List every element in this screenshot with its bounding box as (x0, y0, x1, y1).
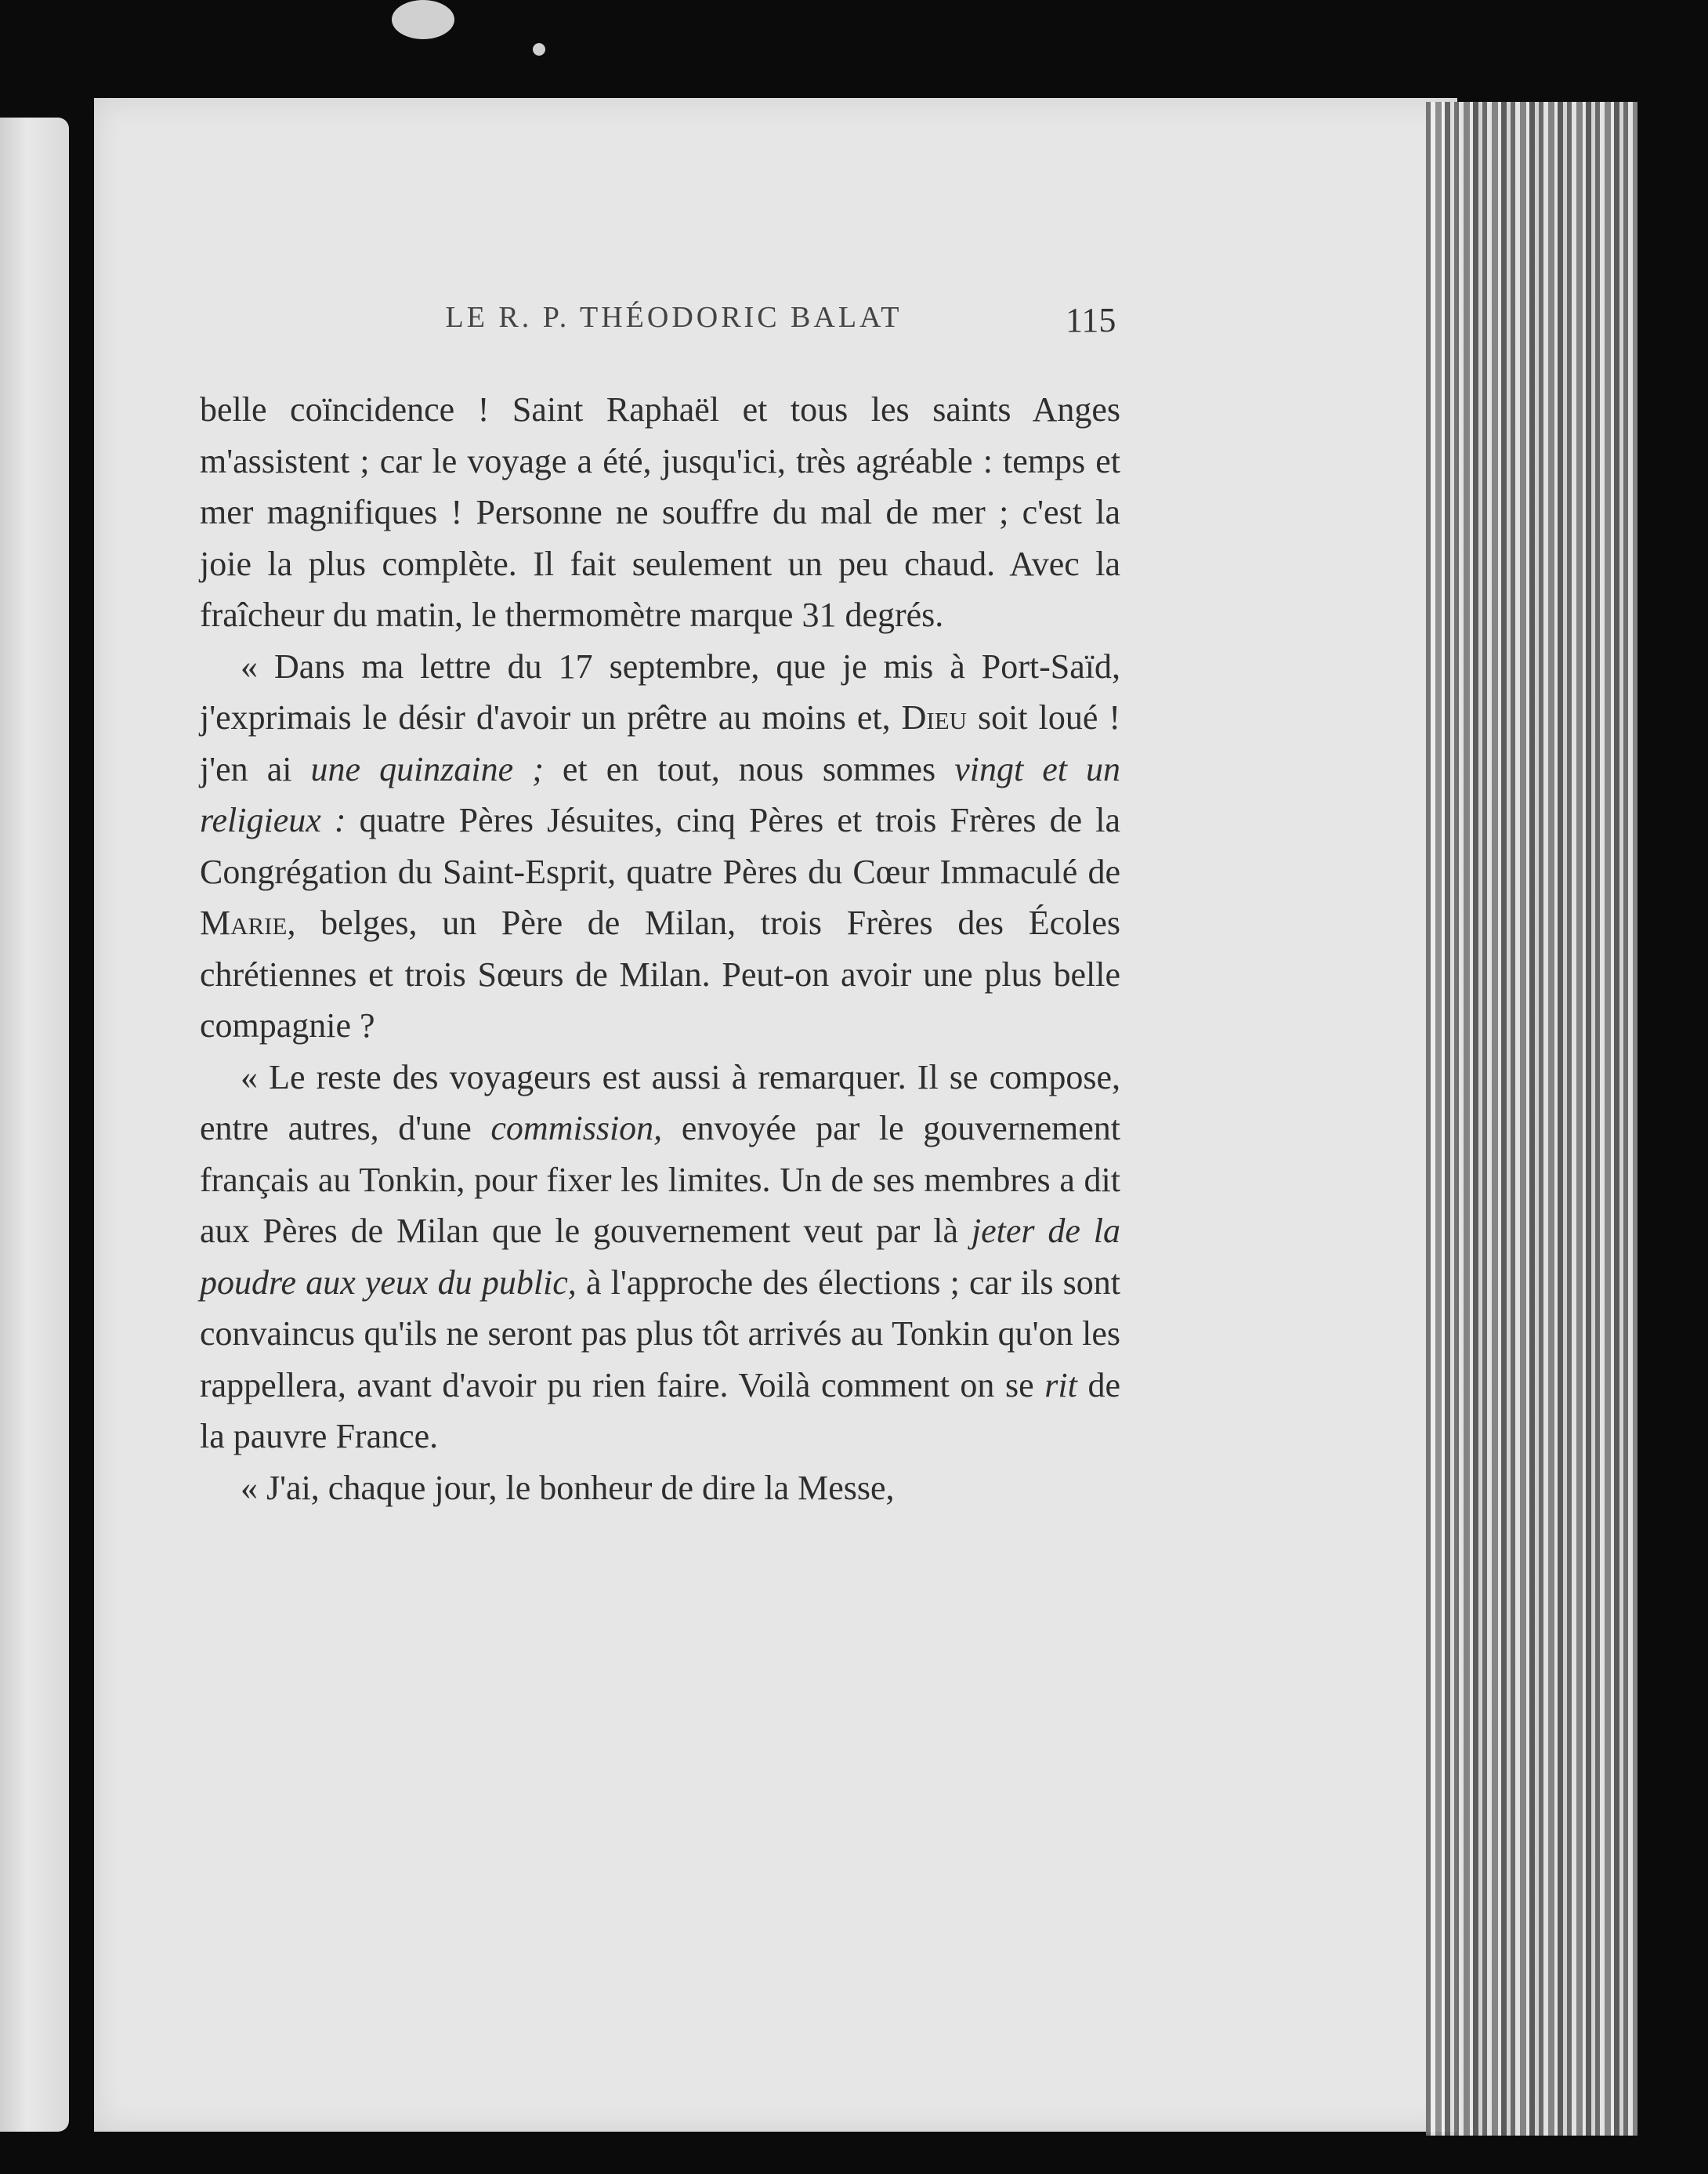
text-span: « J'ai, chaque jour, le bonheur de dire la Messe, (241, 1468, 895, 1507)
page-number: 115 (1066, 301, 1116, 339)
italic-span: commission, (490, 1109, 663, 1147)
small-caps-span: Marie (200, 904, 288, 942)
text-span: quatre Pères Jésuites, cinq Pères et trois Frères de la Congrégation du Saint-Esprit, quatre Pères du Cœur Immaculé de (200, 801, 1120, 891)
text-span: belle coïncidence ! Saint Raphaël et tous les saints Anges m'assistent ; car le voyage a été, jusqu'ici, très agréable : temps et mer magnifiques ! Personne ne souffre du mal de mer ; c'est la joie la plus complète. Il fait seulement un peu chaud. Avec la fraîcheur du matin, le thermomètre marque 31 degrés. (200, 390, 1120, 634)
page-stack-edges (1426, 102, 1637, 2136)
facing-page-edge (0, 118, 69, 2132)
italic-span: rit (1044, 1365, 1077, 1404)
italic-span: vingt et un religieux : (200, 749, 1120, 839)
text-span: envoyée par le gouvernement français au Tonkin, pour fixer les limites. Un de ses membres a dit aux Pères de Milan que le gouvernement veut par là (200, 1109, 1120, 1250)
text-span: de la pauvre France. (200, 1365, 1121, 1455)
dust-speck (533, 43, 545, 56)
paragraph (200, 384, 1120, 641)
text-span: à l'approche des élections ; car ils sont convaincus qu'ils ne seront pas plus tôt arrivés au Tonkin qu'on les rappellera, avant d'avoir pu rien faire. Voilà comment on se (200, 1263, 1120, 1404)
text-span: et en tout, nous sommes (543, 749, 955, 788)
text-span: soit loué ! j'en ai (200, 698, 1120, 788)
running-head: LE R. P. THÉODORIC BALAT (445, 301, 903, 334)
text-span: « Le reste des voyageurs est aussi à remarquer. Il se compose, entre autres, d'une (200, 1057, 1120, 1147)
italic-span: une quinzaine ; (310, 749, 544, 788)
paragraph (200, 641, 1120, 1052)
small-caps-span: Dieu (901, 698, 968, 737)
paragraph (200, 1462, 1120, 1514)
text-span: « Dans ma lettre du 17 septembre, que je mis à Port-Saïd, j'exprimais le désir d'avoir un prêtre au moins et, (200, 647, 1120, 737)
dust-speck (392, 0, 454, 39)
paragraph (200, 1052, 1120, 1462)
body-text (200, 384, 1120, 1513)
italic-span: jeter de la poudre aux yeux du public, (200, 1212, 1120, 1302)
text-span: , belges, un Père de Milan, trois Frères des Écoles chrétiennes et trois Sœurs de Milan. Peut-on avoir une plus belle compagnie ? (200, 904, 1120, 1045)
